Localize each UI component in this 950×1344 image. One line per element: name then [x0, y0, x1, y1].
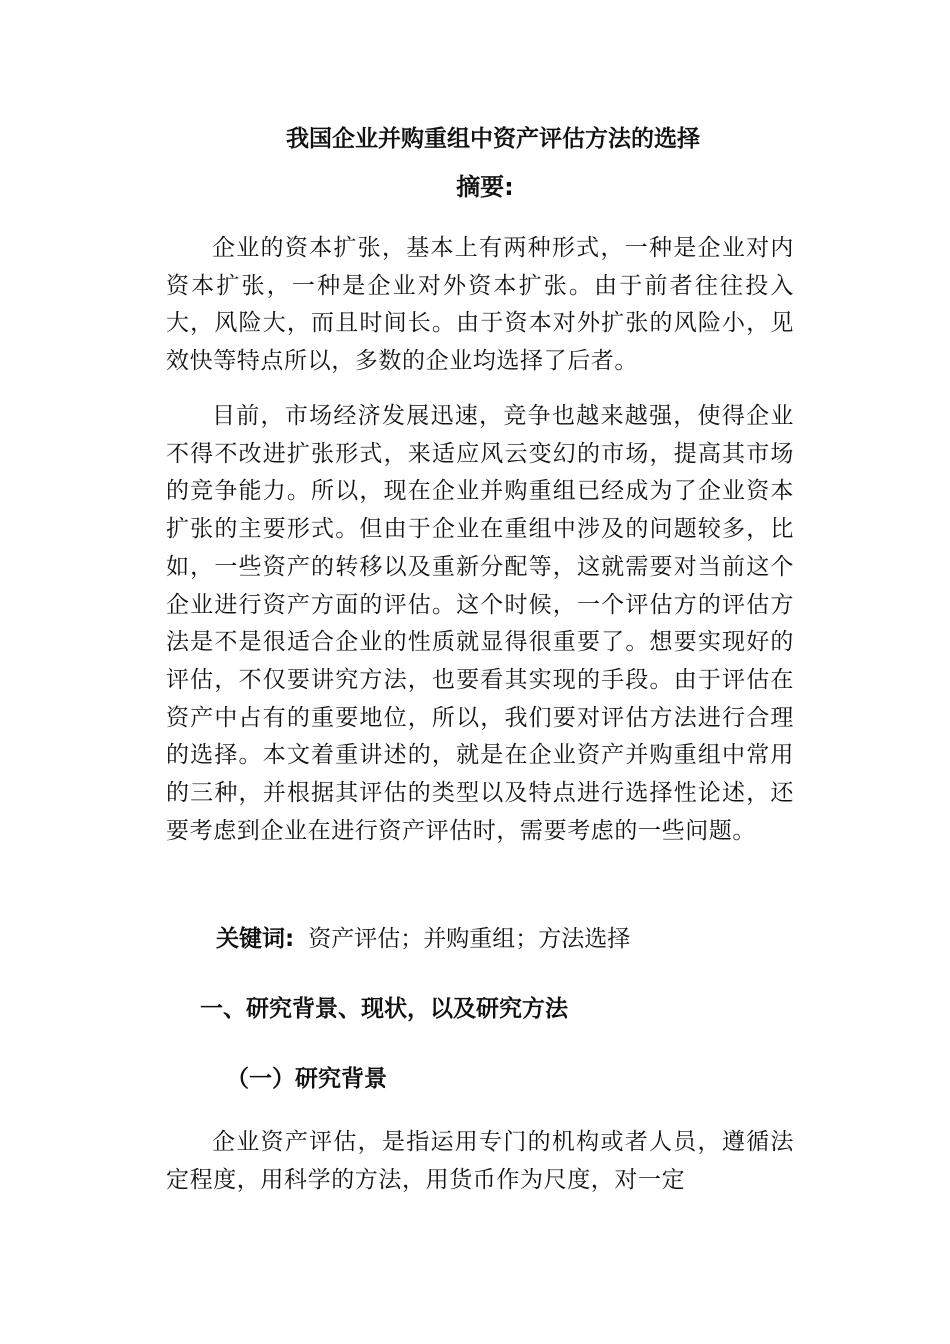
keywords-label: 关键词: [216, 926, 295, 952]
abstract-paragraph: 目前，市场经济发展迅速，竞争也越来越强，使得企业不得不改进扩张形式，来适应风云变幻的市场，提高其市场的竞争能力。所以，现在企业并购重组已经成为了企业资本扩张的主要形式。但由于企业在重组中涉及的问题较多，比如，一些资产的转移以及重新分配等，这就需要对当前这个企业进行资产方面的评估。这个时候，一个评估方的评估方法是不是很适合企业的性质就显得很重要了。想要实现好的评估，不仅要讲究方法，也要看其实现的手段。由于评估在资产中占有的重要地位，所以，我们要对评估方法进行合理的选择。本文着重讲述的，就是在企业资产并购重组中常用的三种，并根据其评估的类型以及特点进行选择性论述，还要考虑到企业在进行资产评估时，需要考虑的一些问题。 [166, 403, 794, 844]
abstract-heading: 摘要: [456, 173, 514, 201]
document-title: 我国企业并购重组中资产评估方法的选择 [286, 126, 700, 152]
keywords-value: 资产评估；并购重组；方法选择 [308, 926, 631, 952]
abstract-paragraph: 企业的资本扩张，基本上有两种形式，一种是企业对内资本扩张，一种是企业对外资本扩张。由于前者往往投入大，风险大，而且时间长。由于资本对外扩张的风险小，见效快等特点所以，多数的企业均选择了后者。 [166, 235, 794, 375]
subsection-heading: （一）研究背景 [226, 1066, 387, 1092]
keywords-line [216, 922, 630, 956]
section-heading: 一、研究背景、现状，以及研究方法 [200, 996, 568, 1022]
body-paragraph: 企业资产评估，是指运用专门的机构或者人员，遵循法定程度，用科学的方法，用货币作为尺度，对一定 [166, 1129, 794, 1193]
